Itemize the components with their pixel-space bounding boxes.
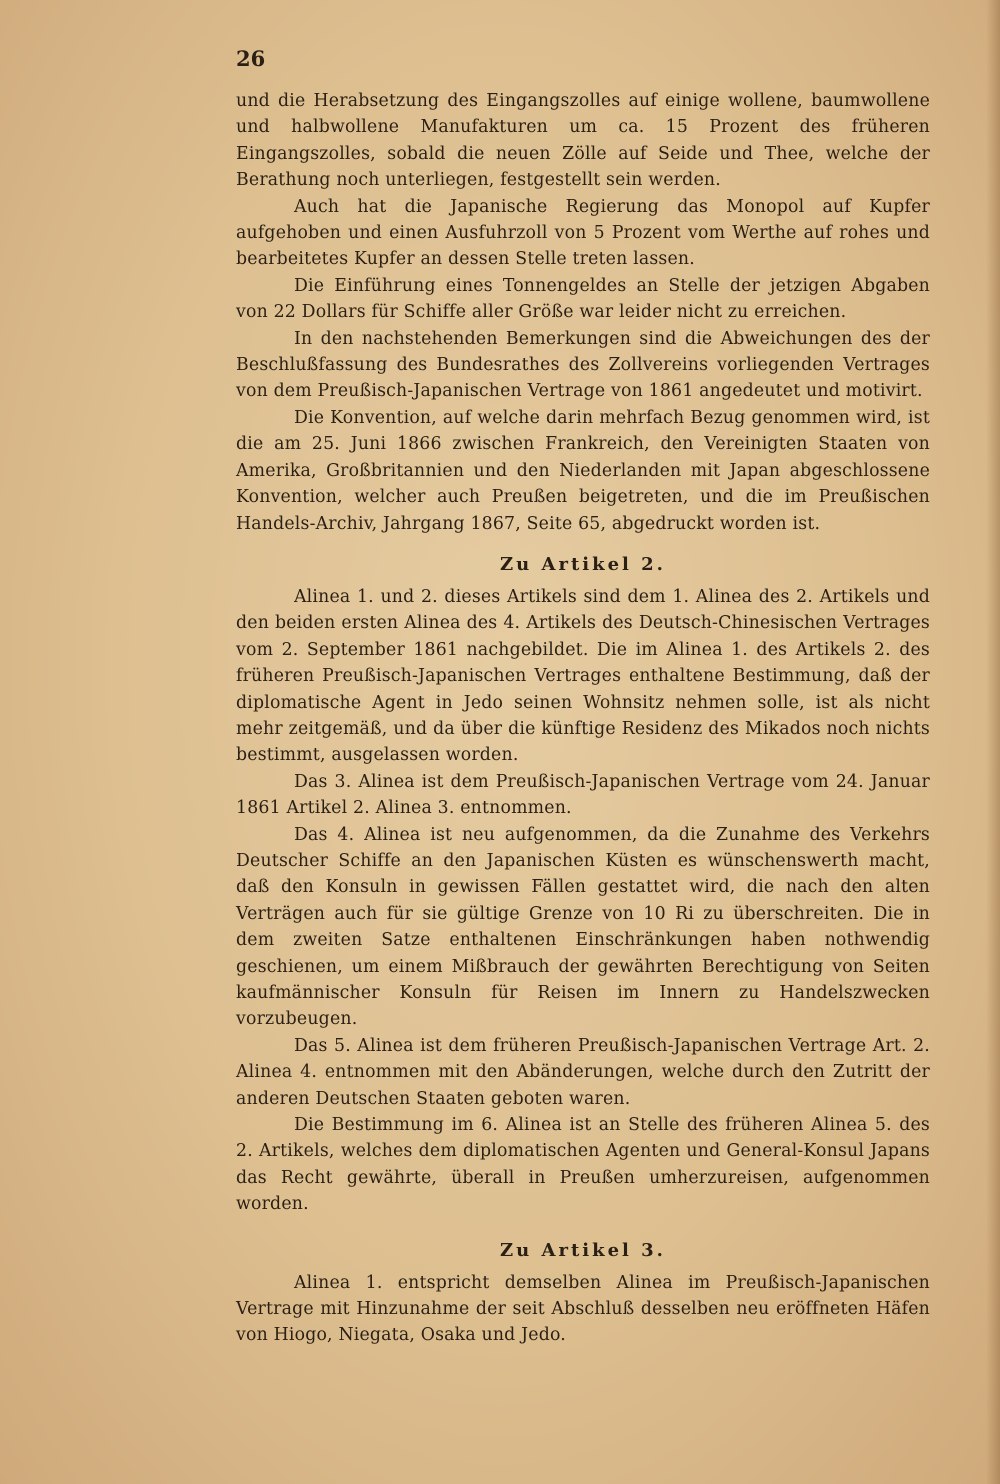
paragraph: Die Bestimmung im 6. Alinea ist an Stelle des früheren Alinea 5. des 2. Artikels, welches dem diplomatischen Agenten und General-Konsul Japans das Recht gewährte, überall in Preußen umherzureisen, aufgenommen worden. — [236, 1115, 930, 1215]
section-heading-artikel-3: Zu Artikel 3. — [500, 1239, 666, 1261]
paragraph: Alinea 1. und 2. dieses Artikels sind dem 1. Alinea des 2. Artikels und den beiden ersten Alinea des 4. Artikels des Deutsch-Chinesischen Vertrages vom 2. September 1861 nachgebildet. Die im Alinea 1. des Artikels 2. des früheren Preußisch-Japanischen Vertrages enthaltene Bestimmung, daß der diplomatische Agent in Jedo seinen Wohnsitz nehmen solle, ist als nicht mehr zeitgemäß, und da über die künftige Residenz des Mikados noch nichts bestimmt, ausgelassen worden. — [236, 586, 930, 766]
paragraph: Die Konvention, auf welche darin mehrfach Bezug genommen wird, ist die am 25. Juni 1866 zwischen Frankreich, den Vereinigten Staaten von Amerika, Großbritannien und den Niederlanden mit Japan abgeschlossene Konvention, welcher auch Preußen beigetreten, und die im Preußischen Handels-Archiv, Jahrgang 1867, Seite 65, abgedruckt worden ist. — [236, 407, 930, 534]
paragraph: Das 5. Alinea ist dem früheren Preußisch-Japanischen Vertrage Art. 2. Alinea 4. entnommen mit den Abänderungen, welche durch den Zutritt der anderen Deutschen Staaten geboten waren. — [236, 1035, 930, 1109]
paragraph: Die Einführung eines Tonnengeldes an Stelle der jetzigen Abgaben von 22 Dollars für Schiffe aller Größe war leider nicht zu erreichen. — [236, 275, 930, 323]
paragraph: Das 4. Alinea ist neu aufgenommen, da die Zunahme des Verkehrs Deutscher Schiffe an den Japanischen Küsten es wünschenswerth macht, daß den Konsuln in gewissen Fällen gestattet wird, die nach den alten Verträgen auch für sie gültige Grenze von 10 Ri zu überschreiten. Die in dem zweiten Satze enthaltenen Einschränkungen haben nothwendig geschienen, um einem Mißbrauch der gewährten Berechtigung von Seiten kaufmännischer Konsuln für Reisen im Innern zu Handelszwecken vorzubeugen. — [236, 824, 930, 1030]
page-body — [236, 88, 930, 1349]
section-heading-artikel-2: Zu Artikel 2. — [500, 553, 666, 575]
page-edge-shadow — [986, 0, 1000, 1484]
paragraph: In den nachstehenden Bemerkungen sind die Abweichungen des der Beschlußfassung des Bundesrathes des Zollvereins vorliegenden Vertrages von dem Preußisch-Japanischen Vertrage von 1861 angedeutet und motivirt. — [236, 328, 930, 402]
page-number: 26 — [236, 46, 266, 71]
paragraph: Das 3. Alinea ist dem Preußisch-Japanischen Vertrage vom 24. Januar 1861 Artikel 2. Alinea 3. entnommen. — [236, 771, 930, 819]
paragraph: und die Herabsetzung des Eingangszolles auf einige wollene, baumwollene und halbwollene Manufakturen um ca. 15 Prozent des früheren Eingangszolles, sobald die neuen Zölle auf Seide und Thee, welche der Berathung noch unterliegen, festgestellt sein werden. — [236, 91, 930, 191]
paragraph: Auch hat die Japanische Regierung das Monopol auf Kupfer aufgehoben und einen Ausfuhrzoll von 5 Prozent vom Werthe auf rohes und bearbeitetes Kupfer an dessen Stelle treten lassen. — [236, 196, 930, 270]
paragraph: Alinea 1. entspricht demselben Alinea im Preußisch-Japanischen Vertrage mit Hinzunahme der seit Abschluß desselben neu eröffneten Häfen von Hiogo, Niegata, Osaka und Jedo. — [236, 1272, 930, 1346]
